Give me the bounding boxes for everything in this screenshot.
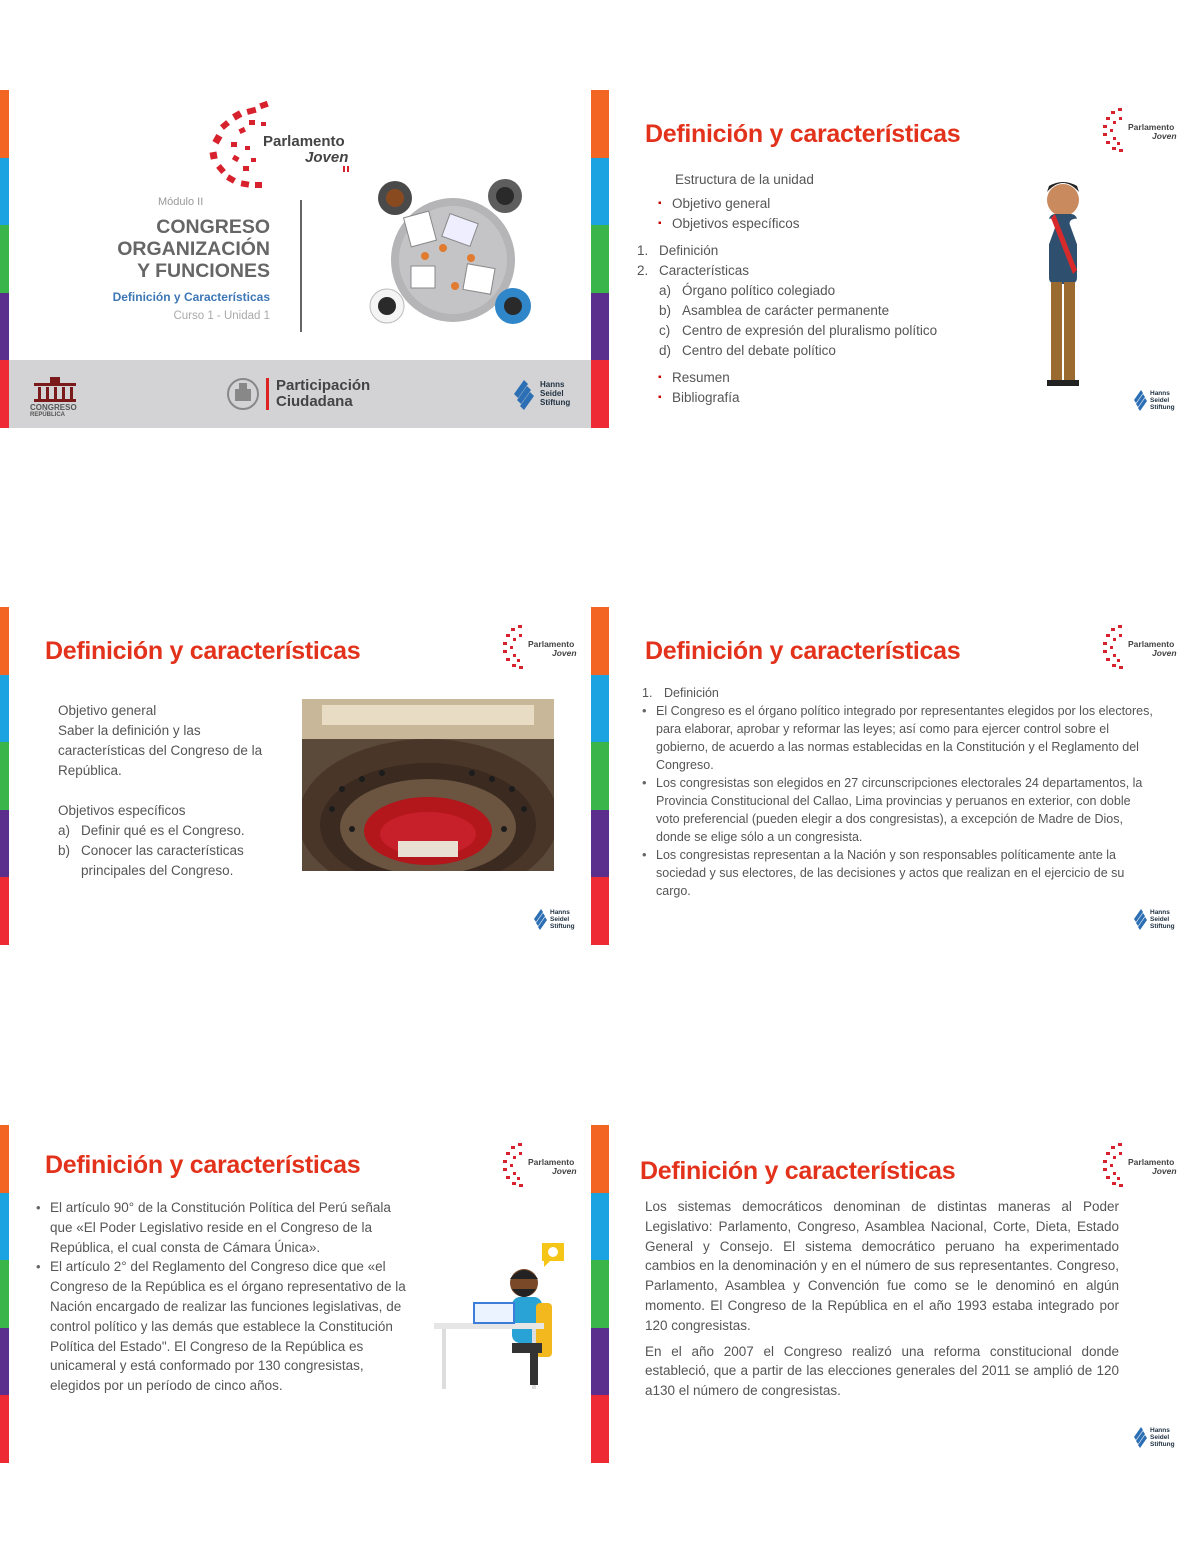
paragraph: En el año 2007 el Congreso realizó una reforma constitucional donde estableció, que a partir de las elecciones generales del 2011 se amplió de 120 a130 el número de congresistas. [645, 1343, 1119, 1399]
objectives-block: Objetivo general Saber la definición y las características del Congreso de la República. Objetivos específicos a) Definir qué es el Congreso. b) Conocer las características principales del Congreso. [58, 701, 276, 881]
color-stripe [591, 607, 600, 945]
color-stripe [0, 607, 9, 945]
parlamento-joven-logo: Parlamento Joven [1102, 1141, 1182, 1189]
hanns-seidel-logo: Hanns Seidel Stiftung [514, 376, 578, 412]
list-item: Centro del debate político [682, 343, 836, 358]
general-objective-text: Saber la definición y las características del Congreso de la República. [58, 723, 263, 778]
color-stripe [600, 607, 609, 945]
congreso-building-icon [32, 373, 78, 403]
color-stripe [600, 90, 609, 428]
list-item: ▪ Objetivos específicos [658, 214, 800, 234]
list-item: Centro de expresión del pluralismo político [682, 323, 938, 338]
slide-title: Definición y características [645, 637, 961, 665]
color-stripe [0, 1125, 9, 1463]
list-item: Asamblea de carácter permanente [682, 303, 890, 318]
slide-title: Definición y características [645, 120, 961, 148]
list-item: Órgano político colegiado [682, 283, 836, 298]
general-objective-label: Objetivo general [58, 703, 157, 718]
slide-title: Definición y características [45, 1151, 361, 1179]
list-item: ▪ Objetivo general [658, 194, 800, 214]
slide-structure [600, 90, 1200, 428]
parlamento-joven-logo: Parlamento Joven [502, 1141, 582, 1189]
parlamento-joven-logo: Parlamento Joven [502, 623, 582, 671]
list-item: • El Congreso es el órgano político integrado por representantes elegidos por los electores, para elaborar, aprobar y reformar las leyes; así como para ejercer control sobre el gobierno, de acuerdo a las normas establecidas en la Constitución y el Reglamento del Congreso. [642, 702, 1154, 774]
color-stripe [591, 1125, 600, 1463]
slide-constitution [0, 1125, 600, 1463]
list-item: Características [659, 263, 750, 278]
parlamento-joven-logo: Parlamento Joven [1102, 623, 1182, 671]
cover-title: CONGRESO ORGANIZACIÓN Y FUNCIONES [117, 216, 270, 282]
list-item: Definición [659, 243, 719, 258]
color-stripe [0, 90, 9, 428]
list-item: • Los congresistas representan a la Nación y son responsables políticamente ante la sociedad y sus electores, de las decisiones y actos que realizan en el ejercicio de su cargo. [642, 846, 1154, 900]
color-stripe [591, 90, 600, 428]
numbered-list: 1. Definición 2. Características a) Órgano político colegiado b) Asamblea de carácter permanente c) Centro de expresión del pluralismo político d) Centro del debate político [637, 243, 938, 358]
list-item: • El artículo 90° de la Constitución Política del Perú señala que «El Poder Legislativo reside en el Congreso de la República, el cual consta de Cámara Única». [36, 1198, 412, 1257]
meeting-table-illustration [365, 178, 540, 338]
history-text [645, 1197, 1119, 1401]
specific-objectives-label: Objetivos específicos [58, 803, 186, 818]
slide-definition [600, 607, 1200, 945]
logo-text-parlamento: Parlamento [263, 133, 345, 150]
slide-cover [0, 90, 600, 428]
man-at-laptop-illustration [432, 1233, 582, 1393]
constitution-list [36, 1198, 412, 1396]
cover-subtitle: Definición y Características [112, 290, 270, 304]
list-item: • Los congresistas son elegidos en 27 circunscripciones electorales 24 departamentos, la Provincia Constitucional del Callao, Lima provincias y peruanos en exterior, con doble voto preferencial (pueden elegir a dos congresistas), a excepción de Madre de Dios, donde se elige sólo a un congresista. [642, 774, 1154, 846]
definition-heading: 1. Definición [642, 686, 719, 700]
participacion-ciudadana-label: Participación Ciudadana [276, 377, 371, 410]
list-item: Definir qué es el Congreso. [81, 823, 245, 838]
divider [300, 200, 302, 332]
structure-label: Estructura de la unidad [675, 172, 814, 187]
congress-hemicycle-photo [302, 699, 554, 871]
congreso-label: CONGRESO REPÚBLICA [30, 403, 77, 418]
man-character-illustration [1015, 178, 1095, 398]
slide-title: Definición y características [45, 637, 361, 665]
slide-title: Definición y características [640, 1157, 956, 1185]
hanns-seidel-logo: Hanns Seidel Stiftung [1134, 907, 1180, 933]
parlamento-joven-logo: Parlamento Joven [1102, 106, 1182, 154]
parlamento-joven-logo [205, 98, 365, 193]
list-item: Conocer las características principales del Congreso. [81, 843, 244, 878]
participacion-seal-icon [226, 377, 260, 411]
hanns-seidel-logo: Hanns Seidel Stiftung [1134, 388, 1180, 414]
slide-history [600, 1125, 1200, 1463]
hanns-seidel-logo: Hanns Seidel Stiftung [1134, 1425, 1180, 1451]
accent-bar [266, 378, 269, 410]
course-label: Curso 1 - Unidad 1 [173, 310, 270, 322]
list-item: • El artículo 2° del Reglamento del Congreso dice que «el Congreso de la República es el órgano representativo de la Nación encargado de realizar las funciones legislativas, de control político y las demás que establece la Constitución Política del Estado". El Congreso de la República es unicameral y está conformado por 130 congresistas, elegidos por un período de cinco años. [36, 1257, 412, 1396]
definition-list [642, 702, 1154, 900]
color-stripe [600, 1125, 609, 1463]
list-item: ▪ Resumen [658, 368, 740, 388]
slide-objectives [0, 607, 600, 945]
paragraph: Los sistemas democráticos denominan de distintas maneras al Poder Legislativo: Parlamento, Congreso, Asamblea Nacional, Corte, Dieta, Estado General y Consejo. El sistema democrático peruano ha experimentado cambios en la denominación y en el número de sus representantes. Congreso, Parlamento, Asamblea y Convención fue como se le denominó en algún momento. El Congreso de la República en el año 1993 estaba integrado por 120 congresistas. [645, 1199, 1119, 1333]
objectives-list [658, 194, 800, 234]
list-item: ▪ Bibliografía [658, 388, 740, 408]
logo-text-joven: Joven [305, 149, 349, 166]
module-label: Módulo II [158, 196, 204, 208]
hanns-seidel-logo: Hanns Seidel Stiftung [534, 907, 580, 933]
closing-list [658, 368, 740, 408]
